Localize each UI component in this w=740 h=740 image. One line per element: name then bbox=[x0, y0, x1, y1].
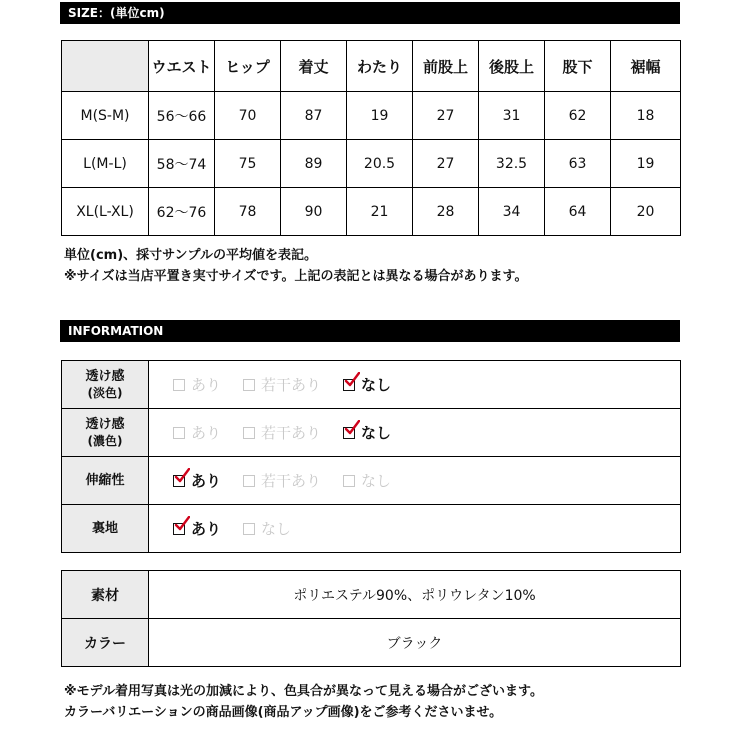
table-cell: 89 bbox=[281, 140, 347, 188]
size-note-measurement: ※サイズは当店平置き実寸サイズです。上記の表記とは異なる場合があります。 bbox=[64, 269, 528, 284]
info-label-lining bbox=[62, 505, 149, 553]
table-cell: 27 bbox=[413, 140, 479, 188]
option-label: あり bbox=[191, 376, 222, 394]
option-item bbox=[243, 422, 321, 443]
option-item bbox=[343, 374, 391, 395]
table-row bbox=[62, 188, 681, 236]
info-label-stretch bbox=[62, 457, 149, 505]
size-label: XL(L-XL) bbox=[62, 188, 149, 236]
unchecked-box-icon bbox=[243, 379, 255, 391]
checked-box-icon bbox=[173, 475, 185, 487]
option-item bbox=[343, 470, 391, 491]
info-label-transparency-dark bbox=[62, 409, 149, 457]
option-item bbox=[243, 518, 291, 539]
checked-box-icon bbox=[343, 379, 355, 391]
option-group bbox=[149, 409, 681, 457]
table-cell: 58～74 bbox=[149, 140, 215, 188]
unchecked-box-icon bbox=[343, 475, 355, 487]
info-label-sub: (淡色) bbox=[87, 385, 123, 400]
option-item bbox=[243, 470, 321, 491]
check-mark-icon bbox=[344, 420, 360, 436]
size-note-unit: 単位(cm)、採寸サンプルの平均値を表記。 bbox=[64, 248, 317, 263]
table-cell: 28 bbox=[413, 188, 479, 236]
header-waist: ウエスト bbox=[149, 41, 215, 92]
table-cell: 56～66 bbox=[149, 92, 215, 140]
material-label: 素材 bbox=[62, 571, 149, 619]
color-label: カラー bbox=[62, 619, 149, 667]
table-cell: 64 bbox=[545, 188, 611, 236]
table-cell: 31 bbox=[479, 92, 545, 140]
header-front-rise: 前股上 bbox=[413, 41, 479, 92]
table-row bbox=[62, 92, 681, 140]
size-label: L(M-L) bbox=[62, 140, 149, 188]
option-label: 若干あり bbox=[261, 376, 322, 394]
size-table bbox=[61, 40, 681, 236]
option-label: 若干あり bbox=[261, 424, 322, 442]
check-mark-icon bbox=[174, 516, 190, 532]
color-value: ブラック bbox=[149, 619, 681, 667]
size-table-corner bbox=[62, 41, 149, 92]
option-label: あり bbox=[191, 520, 222, 538]
option-label: あり bbox=[191, 424, 222, 442]
table-cell: 75 bbox=[215, 140, 281, 188]
table-cell: 78 bbox=[215, 188, 281, 236]
option-item bbox=[243, 374, 321, 395]
table-row bbox=[62, 361, 681, 409]
option-label: なし bbox=[361, 424, 392, 442]
table-row bbox=[62, 571, 681, 619]
info-label-main: 裏地 bbox=[91, 521, 118, 536]
option-label: 若干あり bbox=[261, 472, 322, 490]
option-group bbox=[149, 457, 681, 505]
option-label: なし bbox=[361, 472, 392, 490]
table-row bbox=[62, 409, 681, 457]
table-cell: 32.5 bbox=[479, 140, 545, 188]
table-cell: 20.5 bbox=[347, 140, 413, 188]
option-item bbox=[173, 470, 221, 491]
info-label-main: 伸縮性 bbox=[85, 473, 125, 488]
check-mark-icon bbox=[174, 468, 190, 484]
checked-box-icon bbox=[343, 427, 355, 439]
footer-note-lighting: ※モデル着用写真は光の加減により、色具合が異なって見える場合がございます。 bbox=[64, 684, 543, 699]
option-label: あり bbox=[191, 472, 222, 490]
info-label-main: 透け感 bbox=[85, 368, 125, 384]
check-mark-icon bbox=[344, 372, 360, 388]
info-label-sub: (濃色) bbox=[87, 433, 123, 448]
option-group bbox=[149, 505, 681, 553]
option-item bbox=[173, 374, 221, 395]
table-row bbox=[62, 457, 681, 505]
table-row bbox=[62, 619, 681, 667]
table-cell: 20 bbox=[611, 188, 681, 236]
table-cell: 63 bbox=[545, 140, 611, 188]
option-item bbox=[343, 422, 391, 443]
table-cell: 90 bbox=[281, 188, 347, 236]
option-group bbox=[149, 361, 681, 409]
table-cell: 62～76 bbox=[149, 188, 215, 236]
unchecked-box-icon bbox=[243, 475, 255, 487]
unchecked-box-icon bbox=[173, 427, 185, 439]
unchecked-box-icon bbox=[243, 427, 255, 439]
table-cell: 70 bbox=[215, 92, 281, 140]
material-value: ポリエステル90%、ポリウレタン10% bbox=[149, 571, 681, 619]
unchecked-box-icon bbox=[173, 379, 185, 391]
info-label-main: 透け感 bbox=[85, 416, 125, 432]
size-label: M(S-M) bbox=[62, 92, 149, 140]
header-back-rise: 後股上 bbox=[479, 41, 545, 92]
option-item bbox=[173, 518, 221, 539]
table-cell: 18 bbox=[611, 92, 681, 140]
footer-note-color-variation: カラーバリエーションの商品画像(商品アップ画像)をご参考くださいませ。 bbox=[64, 705, 503, 720]
table-cell: 21 bbox=[347, 188, 413, 236]
table-cell: 87 bbox=[281, 92, 347, 140]
header-length: 着丈 bbox=[281, 41, 347, 92]
header-hip: ヒップ bbox=[215, 41, 281, 92]
table-cell: 19 bbox=[611, 140, 681, 188]
size-table-header-row bbox=[62, 41, 681, 92]
checked-box-icon bbox=[173, 523, 185, 535]
table-row bbox=[62, 140, 681, 188]
table-cell: 62 bbox=[545, 92, 611, 140]
header-inseam: 股下 bbox=[545, 41, 611, 92]
unchecked-box-icon bbox=[243, 523, 255, 535]
information-table bbox=[61, 360, 681, 553]
header-hem-width: 裾幅 bbox=[611, 41, 681, 92]
header-thigh: わたり bbox=[347, 41, 413, 92]
option-label: なし bbox=[361, 376, 392, 394]
info-label-transparency-light bbox=[62, 361, 149, 409]
table-cell: 19 bbox=[347, 92, 413, 140]
option-label: なし bbox=[261, 520, 292, 538]
table-cell: 27 bbox=[413, 92, 479, 140]
table-row bbox=[62, 505, 681, 553]
size-section-header: SIZE：(単位cm) bbox=[60, 2, 680, 24]
material-table bbox=[61, 570, 681, 667]
option-item bbox=[173, 422, 221, 443]
information-section-header: INFORMATION bbox=[60, 320, 680, 342]
table-cell: 34 bbox=[479, 188, 545, 236]
